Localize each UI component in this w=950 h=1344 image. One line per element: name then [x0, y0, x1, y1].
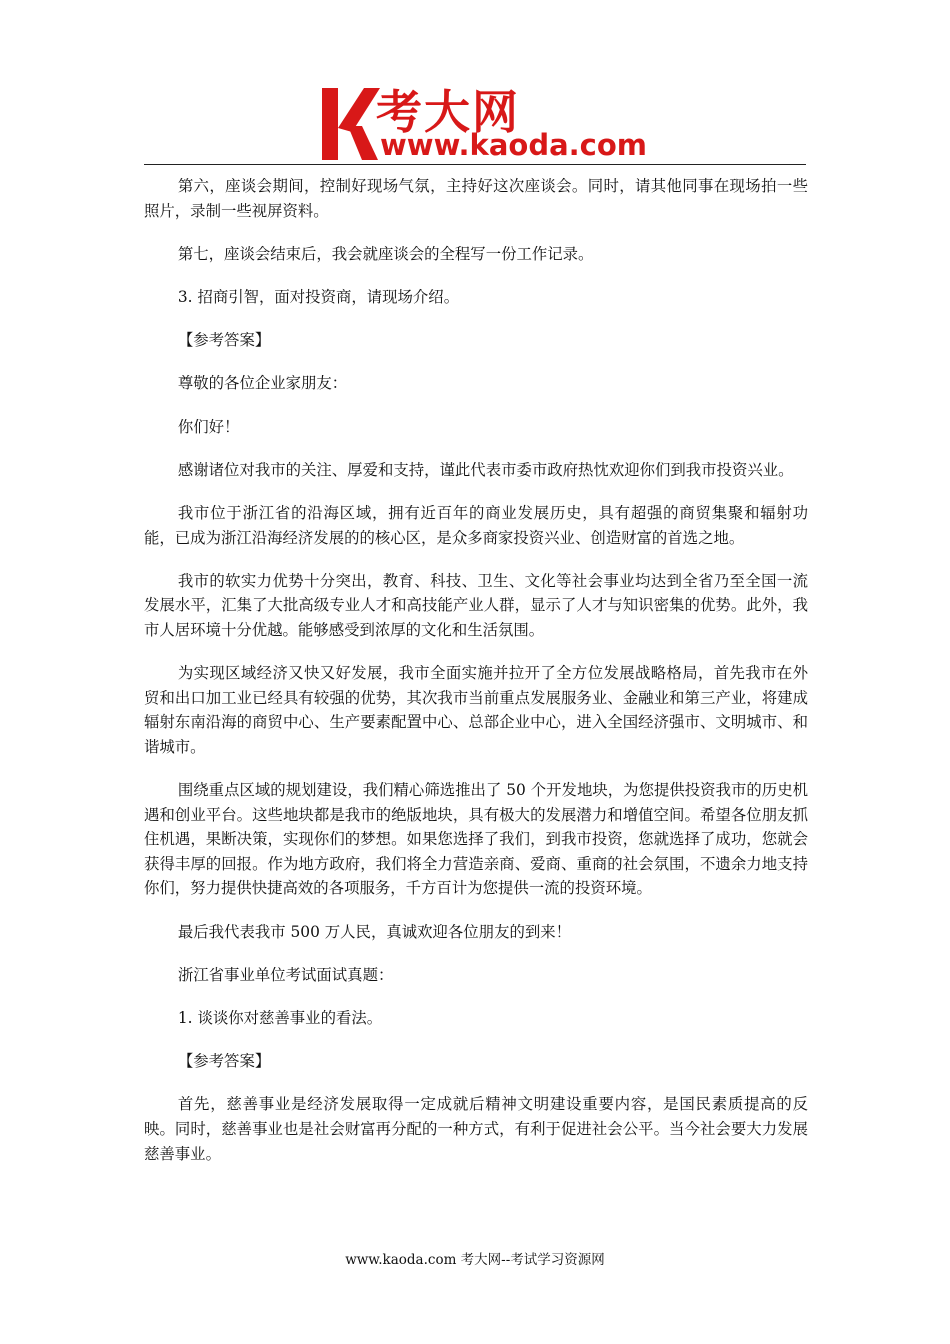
header-divider: [144, 164, 806, 165]
kaoda-logo[interactable]: [318, 80, 648, 165]
question-heading: 3. 招商引智，面对投资商，请现场介绍。: [177, 287, 460, 306]
page-footer: www.kaoda.com 考大网--考试学习资源网: [345, 1252, 605, 1268]
paragraph: 围绕重点区域的规划建设，我们精心筛选推出了 50 个开发地块，为您提供投资我市的历史机遇和创业平台。这些地块都是我市的绝版地块，具有极大的发展潜力和增值空间。希望各位朋友抓住机遇，果断决策，实现你们的梦想。如果您选择了我们，到我市投资，您就选择了成功，您就会获得丰厚的回报。作为地方政府，我们将全力营造亲商、爱商、重商的社会氛围，不遗余力地支持你们，努力提供快捷高效的各项服务，千方百计为您提供一流的投资环境。: [144, 781, 808, 898]
answer-label: 【参考答案】: [177, 1052, 271, 1071]
question-heading: 1. 谈谈你对慈善事业的看法。: [177, 1008, 383, 1027]
paragraph: 首先，慈善事业是经济发展取得一定成就后精神文明建设重要内容，是国民素质提高的反映。同时，慈善事业也是社会财富再分配的一种方式，有利于促进社会公平。当今社会要大力发展慈善事业。: [144, 1095, 808, 1163]
logo-url: www.kaoda.com: [380, 128, 647, 162]
paragraph: 第七，座谈会结束后，我会就座谈会的全程写一份工作记录。: [177, 244, 594, 263]
answer-label: 【参考答案】: [177, 331, 271, 350]
paragraph: 第六，座谈会期间，控制好现场气氛，主持好这次座谈会。同时，请其他同事在现场拍一些照片，录制一些视屏资料。: [144, 177, 808, 220]
logo-title: 考大网: [376, 85, 520, 139]
paragraph: 你们好！: [177, 417, 240, 436]
paragraph: 我市的软实力优势十分突出，教育、科技、卫生、文化等社会事业均达到全省乃至全国一流发展水平，汇集了大批高级专业人才和高技能产业人群，显示了人才与知识密集的优势。此外，我市人居环境十分优越。能够感受到浓厚的文化和生活氛围。: [144, 571, 808, 639]
k-logo-icon: [318, 80, 380, 165]
paragraph: 感谢诸位对我市的关注、厚爱和支持，谨此代表市委市政府热忱欢迎你们到我市投资兴业。: [177, 460, 794, 479]
document-body: [144, 174, 808, 1166]
section-heading: 浙江省事业单位考试面试真题：: [177, 965, 394, 984]
paragraph: 最后我代表我市 500 万人民，真诚欢迎各位朋友的到来！: [177, 922, 572, 941]
page-header: [0, 70, 950, 165]
paragraph: 尊敬的各位企业家朋友：: [177, 374, 348, 393]
paragraph: 我市位于浙江省的沿海区域，拥有近百年的商业发展历史，具有超强的商贸集聚和辐射功能，已成为浙江沿海经济发展的的核心区，是众多商家投资兴业、创造财富的首选之地。: [144, 503, 808, 547]
paragraph: 为实现区域经济又快又好发展，我市全面实施并拉开了全方位发展战略格局，首先我市在外贸和出口加工业已经具有较强的优势，其次我市当前重点发展服务业、金融业和第三产业，将建成辐射东南沿海的商贸中心、生产要素配置中心、总部企业中心，进入全国经济强市、文明城市、和谐城市。: [144, 664, 808, 756]
